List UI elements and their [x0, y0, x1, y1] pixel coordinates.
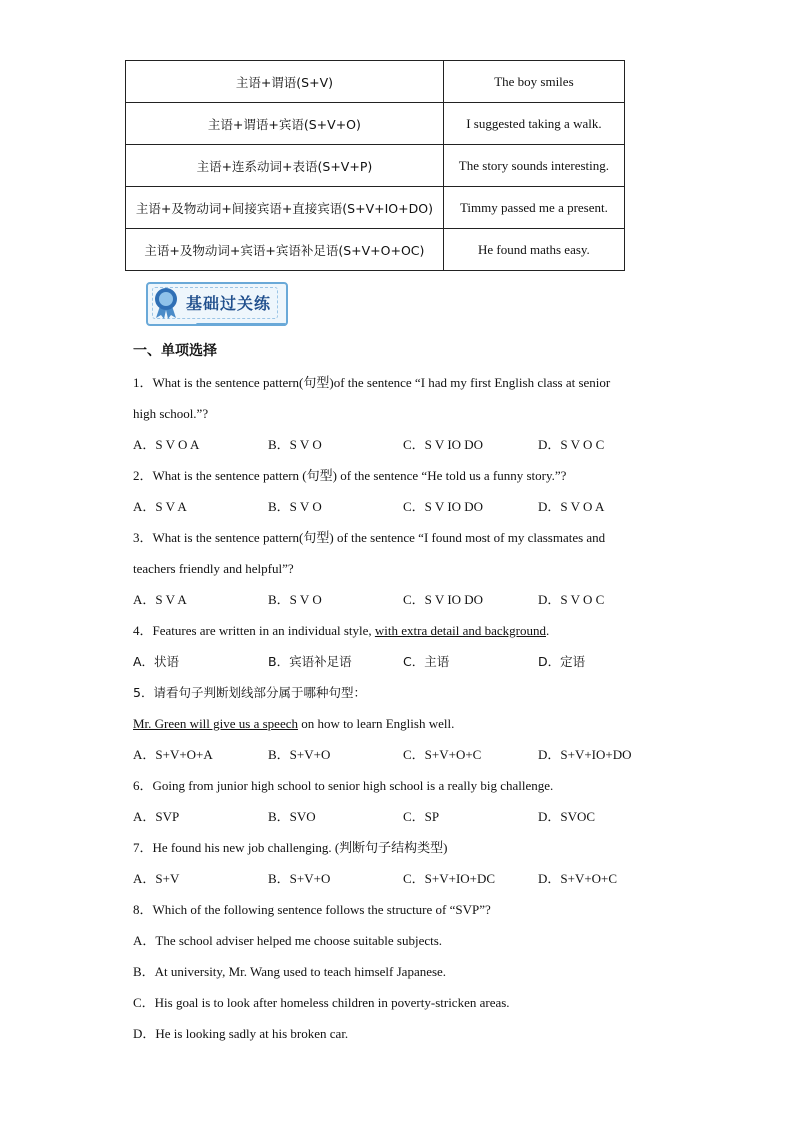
pattern-cell: 主语+谓语+宾语(S+V+O) — [126, 103, 444, 145]
option-b[interactable]: B．SVO — [268, 809, 316, 824]
question-2-options — [133, 491, 673, 522]
option-d[interactable]: D．He is looking sadly at his broken car. — [133, 1026, 349, 1041]
option-a[interactable]: A．S V A — [133, 499, 187, 514]
sentence-patterns-table — [125, 60, 625, 271]
option-c[interactable]: C．His goal is to look after homeless children in poverty-stricken areas. — [133, 995, 510, 1010]
option-c[interactable]: C．S V IO DO — [403, 499, 484, 514]
badge-underline — [196, 323, 286, 326]
option-a[interactable]: A．S V O A — [133, 437, 200, 452]
option-c[interactable]: C．S V IO DO — [403, 592, 484, 607]
option-d[interactable]: D．S V O C — [538, 592, 605, 607]
option-d[interactable]: D．SVOC — [538, 809, 596, 824]
question-2-text: 2．What is the sentence pattern (句型) of the sentence “He told us a funny story.”? — [133, 468, 567, 483]
table-row — [126, 145, 625, 187]
table-row — [126, 103, 625, 145]
option-c[interactable]: C．S V IO DO — [403, 437, 484, 452]
question-5-underlined: Mr. Green will give us a speech — [133, 716, 298, 731]
question-1-options — [133, 429, 673, 460]
table-row — [126, 187, 625, 229]
question-6-options — [133, 801, 673, 832]
question-3-text-cont: teachers friendly and helpful”? — [133, 561, 294, 576]
example-cell: He found maths easy. — [443, 229, 624, 271]
option-b[interactable]: B．S+V+O — [268, 871, 331, 886]
option-c[interactable]: C．SP — [403, 809, 440, 824]
option-c[interactable]: C．主语 — [403, 654, 450, 669]
example-cell: Timmy passed me a present. — [443, 187, 624, 229]
question-4-suffix: . — [546, 623, 550, 638]
option-a[interactable]: A．S V A — [133, 592, 187, 607]
option-b[interactable]: B．S V O — [268, 592, 322, 607]
question-1-text: 1．What is the sentence pattern(句型)of the sentence “I had my first English class at senior — [133, 375, 611, 390]
medal-icon — [152, 286, 180, 320]
option-a[interactable]: A．S+V+O+A — [133, 747, 213, 762]
question-8-text: 8．Which of the following sentence follows the structure of “SVP”? — [133, 902, 491, 917]
option-b[interactable]: B．宾语补足语 — [268, 654, 352, 669]
option-b[interactable]: B．S+V+O — [268, 747, 331, 762]
question-3-options — [133, 584, 673, 615]
option-a[interactable]: A．SVP — [133, 809, 180, 824]
option-a[interactable]: A．The school adviser helped me choose suitable subjects. — [133, 933, 443, 948]
option-a[interactable]: A．S+V — [133, 871, 180, 886]
question-4-prefix: 4．Features are written in an individual style, — [133, 623, 375, 638]
question-5-options — [133, 739, 673, 770]
question-7-text: 7．He found his new job challenging. (判断句子结构类型) — [133, 840, 448, 855]
section-title: 一、单项选择 — [133, 343, 217, 359]
question-5-suffix: on how to learn English well. — [297, 716, 455, 731]
option-a[interactable]: A．状语 — [133, 654, 180, 669]
question-7-options — [133, 863, 673, 894]
pattern-cell: 主语+及物动词+间接宾语+直接宾语(S+V+IO+DO) — [126, 187, 444, 229]
question-5-sentence — [133, 708, 673, 739]
option-d[interactable]: D．S V O A — [538, 499, 605, 514]
badge-title: 基础过关练 — [186, 294, 272, 313]
question-3-text: 3．What is the sentence pattern(句型) of the sentence “I found most of my classmates and — [133, 530, 606, 545]
table-row — [126, 61, 625, 103]
question-6-text: 6．Going from junior high school to senior high school is a really big challenge. — [133, 778, 554, 793]
pattern-cell: 主语+谓语(S+V) — [126, 61, 444, 103]
option-d[interactable]: D．S V O C — [538, 437, 605, 452]
option-d[interactable]: D．S+V+O+C — [538, 871, 618, 886]
example-cell: The boy smiles — [443, 61, 624, 103]
example-cell: The story sounds interesting. — [443, 145, 624, 187]
question-4-underlined: with extra detail and background — [374, 623, 546, 638]
section-badge — [140, 278, 288, 326]
option-c[interactable]: C．S+V+IO+DC — [403, 871, 496, 886]
option-d[interactable]: D．定语 — [538, 654, 586, 669]
option-b[interactable]: B．S V O — [268, 499, 322, 514]
pattern-cell: 主语+及物动词+宾语+宾语补足语(S+V+O+OC) — [126, 229, 444, 271]
option-c[interactable]: C．S+V+O+C — [403, 747, 482, 762]
option-b[interactable]: B．S V O — [268, 437, 322, 452]
question-1-text-cont: high school.”? — [133, 406, 209, 421]
question-4-options — [133, 646, 673, 677]
example-cell: I suggested taking a walk. — [443, 103, 624, 145]
question-5-text: 5．请看句子判断划线部分属于哪种句型： — [133, 685, 366, 700]
option-b[interactable]: B．At university, Mr. Wang used to teach himself Japanese. — [133, 964, 447, 979]
table-row — [126, 229, 625, 271]
questions-section — [133, 336, 673, 1049]
question-4-text — [133, 615, 673, 646]
option-d[interactable]: D．S+V+IO+DO — [538, 747, 632, 762]
pattern-cell: 主语+连系动词+表语(S+V+P) — [126, 145, 444, 187]
